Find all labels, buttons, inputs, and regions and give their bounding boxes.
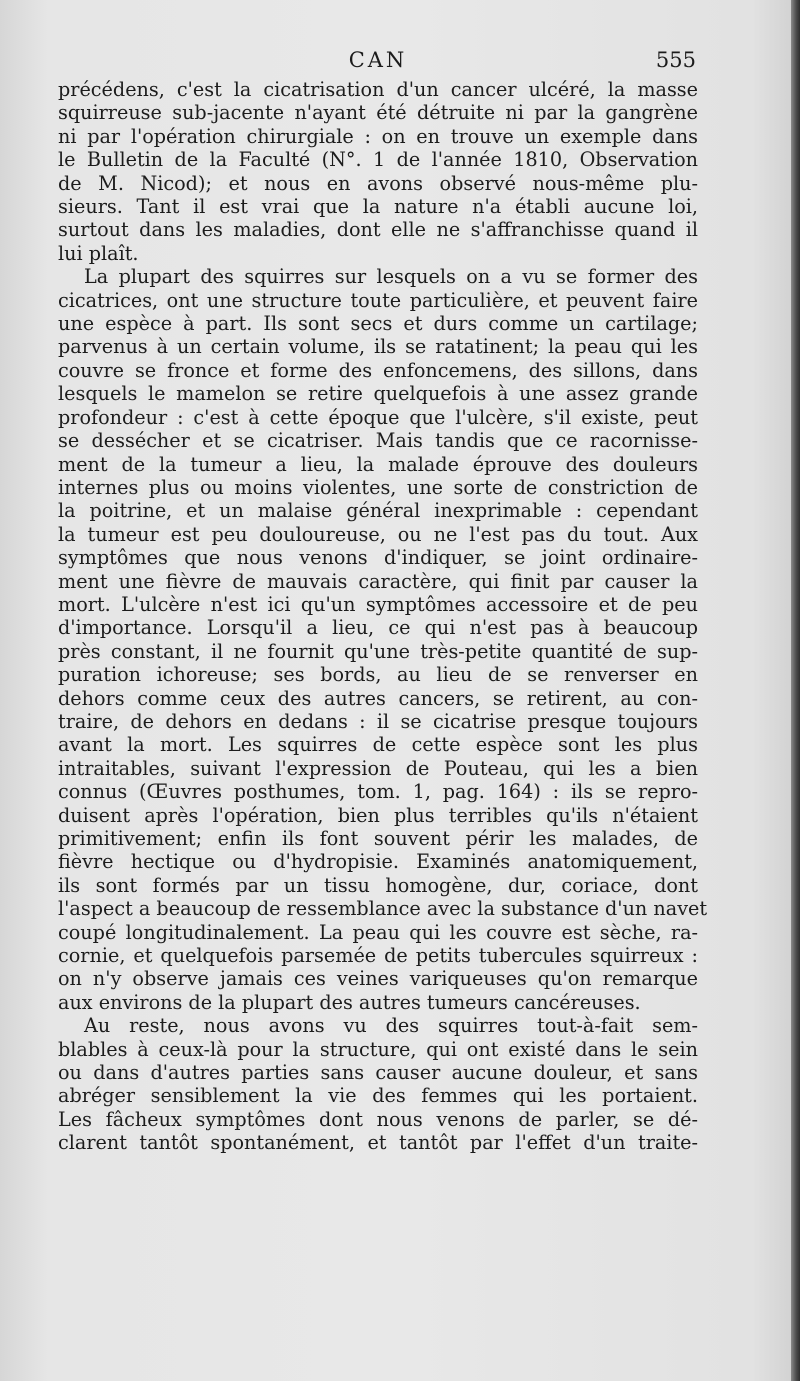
text-line: traire, de dehors en dedans : il se cicatrise presque toujours [58, 709, 698, 733]
text-line: de M. Nicod); et nous en avons observé nous-même plu- [58, 171, 698, 195]
body-text [58, 78, 708, 1155]
text-line: aux environs de la plupart des autres tumeurs cancéreuses. [58, 990, 641, 1014]
text-line: la poitrine, et un malaise général inexprimable : cependant [58, 499, 698, 523]
text-line: mort. L'ulcère n'est ici qu'un symptômes accessoire et de peu [58, 592, 698, 616]
text-line: Les fâcheux symptômes dont nous venons de parler, se dé- [58, 1107, 698, 1131]
text-line: le Bulletin de la Faculté (N°. 1 de l'année 1810, Observation [58, 148, 698, 172]
paragraph-1 [58, 78, 698, 265]
page-header [60, 48, 696, 76]
text-line: on n'y observe jamais ces veines variqueuses qu'on remarque [58, 967, 698, 991]
text-line: précédens, c'est la cicatrisation d'un cancer ulcéré, la masse [58, 78, 698, 101]
text-line: blables à ceux-là pour la structure, qui ont existé dans le sein [58, 1037, 698, 1061]
text-line: ment de la tumeur a lieu, la malade éprouve des douleurs [58, 452, 698, 476]
text-line: lui plaît. [58, 241, 139, 265]
text-line: la tumeur est peu douloureuse, ou ne l'est pas du tout. Aux [58, 522, 698, 546]
text-line: abréger sensiblement la vie des femmes qui les portaient. [58, 1084, 698, 1108]
text-line: cicatrices, ont une structure toute particulière, et peuvent faire [58, 288, 698, 312]
text-line: l'aspect a beaucoup de ressemblance avec la substance d'un navet [58, 897, 708, 921]
text-line: Au reste, nous avons vu des squirres tout-à-fait sem- [84, 1014, 698, 1038]
text-line: profondeur : c'est à cette époque que l'ulcère, s'il existe, peut [58, 405, 698, 429]
text-line: ou dans d'autres parties sans causer aucune douleur, et sans [58, 1061, 698, 1085]
text-line: près constant, il ne fournit qu'une très-petite quantité de sup- [58, 639, 698, 663]
text-line: lesquels le mamelon se retire quelquefois à une assez grande [58, 382, 698, 406]
text-line: se dessécher et se cicatriser. Mais tandis que ce racornisse- [58, 429, 698, 453]
text-line: sieurs. Tant il est vrai que la nature n'a établi aucune loi, [58, 195, 698, 219]
text-line: squirreuse sub-jacente n'ayant été détruite ni par la gangrène [58, 101, 698, 125]
text-line: clarent tantôt spontanément, et tantôt par l'effet d'un traite- [58, 1131, 698, 1155]
text-line: connus (Œuvres posthumes, tom. 1, pag. 164) : ils se repro- [58, 780, 698, 804]
text-line: fièvre hectique ou d'hydropisie. Examinés anatomiquement, [58, 850, 698, 874]
text-line: duisent après l'opération, bien plus terribles qu'ils n'étaient [58, 803, 698, 827]
text-line: puration ichoreuse; ses bords, au lieu de se renverser en [58, 663, 698, 687]
text-line: avant la mort. Les squirres de cette espèce sont les plus [58, 733, 698, 757]
text-line: ni par l'opération chirurgiale : on en trouve un exemple dans [58, 124, 698, 148]
text-line: symptômes que nous venons d'indiquer, se joint ordinaire- [58, 546, 698, 570]
text-line: d'importance. Lorsqu'il a lieu, ce qui n'est pas à beaucoup [58, 616, 698, 640]
page-edge-shadow [791, 0, 800, 1381]
text-line: ils sont formés par un tissu homogène, dur, coriace, dont [58, 873, 698, 897]
text-line: primitivement; enfin ils font souvent périr les malades, de [58, 827, 698, 850]
text-line: une espèce à part. Ils sont secs et durs comme un cartilage; [58, 312, 698, 336]
text-line: La plupart des squirres sur lesquels on a vu se former des [84, 265, 698, 289]
text-line: cornie, et quelquefois parsemée de petits tubercules squirreux : [58, 944, 698, 968]
text-line: surtout dans les maladies, dont elle ne s'affranchisse quand il [58, 218, 698, 242]
page-number: 555 [655, 48, 696, 72]
paragraph-3 [58, 1014, 698, 1154]
text-line: ment une fièvre de mauvais caractère, qui finit par causer la [58, 569, 698, 593]
text-line: internes plus ou moins violentes, une sorte de constriction de [58, 475, 698, 499]
running-head: CAN [348, 48, 408, 72]
text-line: parvenus à un certain volume, ils se ratatinent; la peau qui les [58, 335, 698, 359]
text-line: couvre se fronce et forme des enfoncemens, des sillons, dans [58, 358, 698, 382]
paragraph-2 [58, 265, 708, 1014]
text-line: intraitables, suivant l'expression de Pouteau, qui les a bien [58, 756, 698, 780]
text-line: dehors comme ceux des autres cancers, se retirent, au con- [58, 686, 698, 710]
text-line: coupé longitudinalement. La peau qui les couvre est sèche, ra- [58, 920, 698, 944]
